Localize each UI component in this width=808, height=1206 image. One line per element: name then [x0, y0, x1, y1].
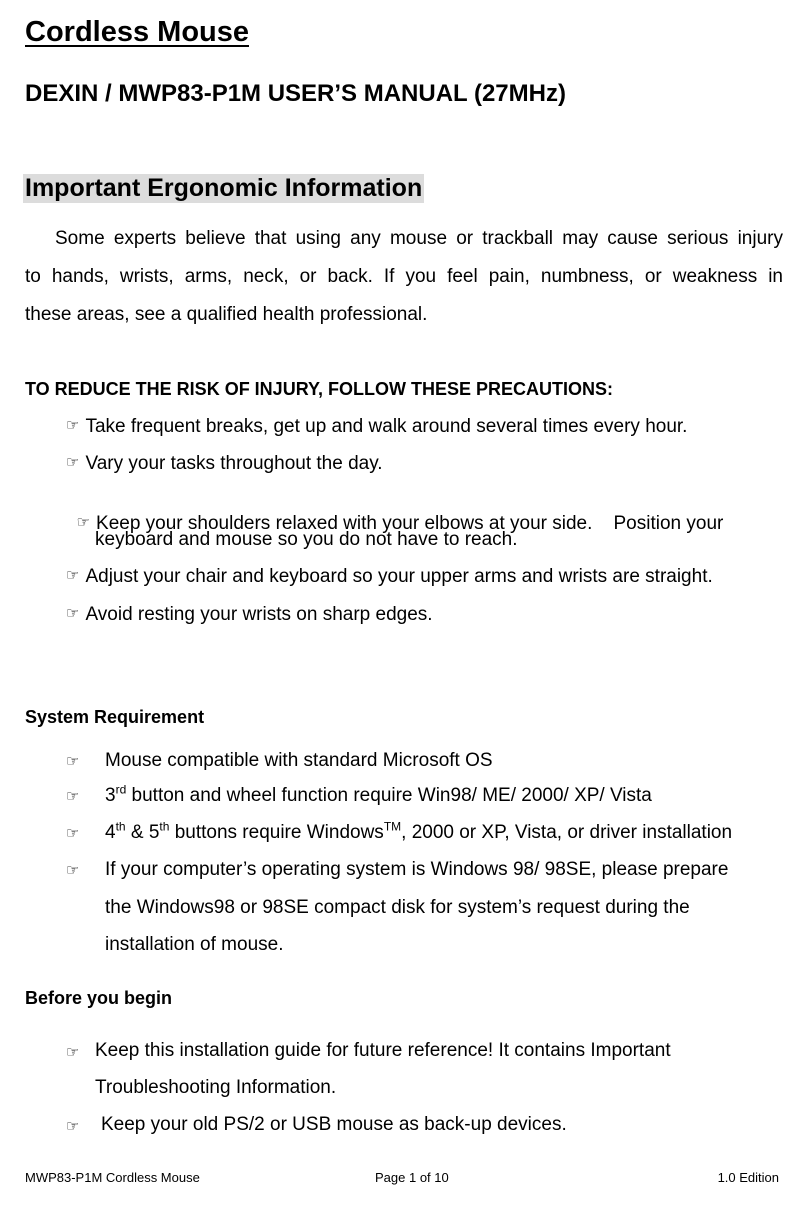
manual-subtitle: DEXIN / MWP83-P1M USER’S MANUAL (27MHz) — [25, 80, 566, 107]
system-item-2: 3rd button and wheel function require Win98/ ME/ 2000/ XP/ Vista — [105, 782, 652, 806]
ergonomic-heading: Important Ergonomic Information — [25, 174, 423, 202]
precaution-3-line-1: Keep your shoulders relaxed with your elbows at your side. Position your — [96, 513, 724, 534]
pointing-hand-icon: ☞ — [66, 566, 80, 584]
page-title: Cordless Mouse — [25, 16, 249, 48]
pointing-hand-icon: ☞ — [66, 453, 80, 471]
system-item-3: 4th & 5th buttons require Windows™, 2000 or XP, Vista, or driver installation — [105, 819, 733, 843]
pointing-hand-icon: ☞ — [66, 604, 80, 622]
system-item-1: Mouse compatible with standard Microsoft OS — [105, 750, 493, 771]
system-item-4-line-2: the Windows98 or 98SE compact disk for system’s request during the — [105, 897, 690, 918]
before-item-1-line-2: Troubleshooting Information. — [95, 1077, 337, 1098]
pointing-hand-icon: ☞ — [66, 416, 80, 434]
pointing-hand-icon: ☞ — [66, 861, 80, 879]
ergonomic-line-1: Some experts believe that using any mouse or trackball may cause serious injury — [55, 228, 783, 249]
pointing-hand-icon: ☞ — [66, 752, 80, 770]
pointing-hand-icon: ☞ — [66, 1117, 80, 1135]
list-item — [66, 604, 433, 626]
precaution-2: Vary your tasks throughout the day. — [85, 453, 383, 474]
footer-page-number: Page 1 of 10 — [375, 1170, 449, 1185]
pointing-hand-icon: ☞ — [66, 787, 80, 805]
system-item-4-line-3: installation of mouse. — [105, 934, 284, 955]
list-item — [66, 566, 713, 588]
footer-left: MWP83-P1M Cordless Mouse — [25, 1170, 200, 1185]
precautions-heading: TO REDUCE THE RISK OF INJURY, FOLLOW THESE PRECAUTIONS: — [25, 379, 614, 399]
precaution-3-line-2: keyboard and mouse so you do not have to reach. — [95, 529, 518, 550]
precaution-1: Take frequent breaks, get up and walk around several times every hour. — [85, 416, 688, 437]
before-item-2: Keep your old PS/2 or USB mouse as back-up devices. — [101, 1114, 567, 1135]
pointing-hand-icon: ☞ — [66, 1043, 80, 1061]
list-item — [66, 416, 687, 438]
before-item-1-line-1: Keep this installation guide for future reference! It contains Important — [95, 1040, 671, 1061]
precaution-4: Adjust your chair and keyboard so your upper arms and wrists are straight. — [85, 566, 713, 587]
before-heading: Before you begin — [25, 988, 173, 1008]
ergonomic-line-3: these areas, see a qualified health professional. — [25, 304, 428, 325]
list-item — [66, 453, 383, 475]
system-item-4-line-1: If your computer’s operating system is Windows 98/ 98SE, please prepare — [105, 859, 729, 880]
pointing-hand-icon: ☞ — [66, 824, 80, 842]
ergonomic-line-2: to hands, wrists, arms, neck, or back. If you feel pain, numbness, or weakness in — [25, 266, 783, 287]
pointing-hand-icon: ☞ — [76, 513, 91, 531]
precaution-5: Avoid resting your wrists on sharp edges. — [85, 604, 433, 625]
system-heading: System Requirement — [25, 707, 205, 727]
footer-edition: 1.0 Edition — [717, 1170, 779, 1185]
